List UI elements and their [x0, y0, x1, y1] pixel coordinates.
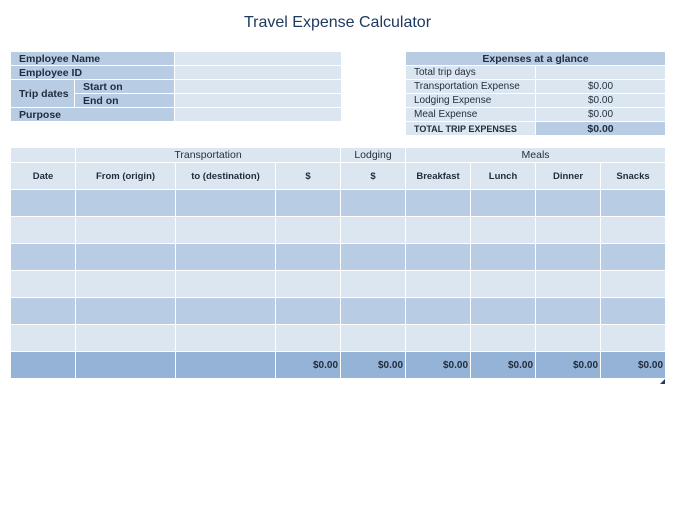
lodging-amount-cell[interactable] [341, 217, 406, 244]
transport-amount-cell[interactable] [276, 298, 341, 325]
to-cell[interactable] [176, 244, 276, 271]
lodging-amount-cell[interactable] [341, 325, 406, 352]
total-trip-expenses-value[interactable]: $0.00 [536, 122, 666, 136]
group-meals: Meals [406, 148, 666, 163]
breakfast-cell[interactable] [406, 244, 471, 271]
group-transportation: Transportation [76, 148, 341, 163]
column-header-transport-amount: $ [276, 163, 341, 190]
lodging-amount-cell[interactable] [341, 298, 406, 325]
total-to-cell [176, 352, 276, 379]
employee-id-label: Employee ID [11, 66, 175, 80]
breakfast-cell[interactable] [406, 325, 471, 352]
group-spacer [11, 148, 76, 163]
dinner-cell[interactable] [536, 298, 601, 325]
total-transport-amount: $0.00 [276, 352, 341, 379]
lunch-cell[interactable] [471, 217, 536, 244]
date-cell[interactable] [11, 190, 76, 217]
glance-label: Transportation Expense [406, 80, 536, 94]
from-cell[interactable] [76, 217, 176, 244]
breakfast-cell[interactable] [406, 298, 471, 325]
from-cell[interactable] [76, 190, 176, 217]
page-title: Travel Expense Calculator [243, 14, 432, 31]
dinner-cell[interactable] [536, 190, 601, 217]
to-cell[interactable] [176, 298, 276, 325]
start-on-field[interactable] [175, 80, 342, 94]
trip-dates-label: Trip dates [11, 80, 75, 108]
from-cell[interactable] [76, 298, 176, 325]
lunch-cell[interactable] [471, 325, 536, 352]
table-row [11, 271, 666, 298]
glance-label: Lodging Expense [406, 94, 536, 108]
employee-info-table [10, 51, 342, 122]
snacks-cell[interactable] [601, 190, 666, 217]
transport-amount-cell[interactable] [276, 244, 341, 271]
total-snacks-amount: $0.00 [601, 352, 666, 379]
date-cell[interactable] [11, 325, 76, 352]
transport-amount-cell[interactable] [276, 217, 341, 244]
resize-handle-icon[interactable] [660, 379, 665, 384]
snacks-cell[interactable] [601, 244, 666, 271]
start-on-label: Start on [75, 80, 175, 94]
date-cell[interactable] [11, 298, 76, 325]
glance-header: Expenses at a glance [406, 52, 666, 66]
column-header-lodging-amount: $ [341, 163, 406, 190]
to-cell[interactable] [176, 217, 276, 244]
column-header-from: From (origin) [76, 163, 176, 190]
breakfast-cell[interactable] [406, 217, 471, 244]
glance-value[interactable]: $0.00 [536, 80, 666, 94]
dinner-cell[interactable] [536, 271, 601, 298]
column-header-dinner: Dinner [536, 163, 601, 190]
column-header-date: Date [11, 163, 76, 190]
from-cell[interactable] [76, 244, 176, 271]
end-on-label: End on [75, 94, 175, 108]
date-cell[interactable] [11, 244, 76, 271]
purpose-label: Purpose [11, 108, 175, 122]
total-from-cell [76, 352, 176, 379]
glance-label: Meal Expense [406, 108, 536, 122]
column-header-lunch: Lunch [471, 163, 536, 190]
expense-grid [10, 147, 666, 379]
purpose-field[interactable] [175, 108, 342, 122]
employee-name-field[interactable] [175, 52, 342, 66]
glance-value[interactable] [536, 66, 666, 80]
to-cell[interactable] [176, 190, 276, 217]
lodging-amount-cell[interactable] [341, 271, 406, 298]
total-breakfast-amount: $0.00 [406, 352, 471, 379]
table-row [11, 325, 666, 352]
lunch-cell[interactable] [471, 244, 536, 271]
dinner-cell[interactable] [536, 244, 601, 271]
column-header-breakfast: Breakfast [406, 163, 471, 190]
glance-label: Total trip days [406, 66, 536, 80]
snacks-cell[interactable] [601, 325, 666, 352]
snacks-cell[interactable] [601, 271, 666, 298]
lunch-cell[interactable] [471, 271, 536, 298]
table-row [11, 217, 666, 244]
transport-amount-cell[interactable] [276, 271, 341, 298]
dinner-cell[interactable] [536, 217, 601, 244]
lunch-cell[interactable] [471, 298, 536, 325]
total-date-cell [11, 352, 76, 379]
glance-value[interactable]: $0.00 [536, 94, 666, 108]
total-dinner-amount: $0.00 [536, 352, 601, 379]
date-cell[interactable] [11, 217, 76, 244]
breakfast-cell[interactable] [406, 271, 471, 298]
column-header-to: to (destination) [176, 163, 276, 190]
from-cell[interactable] [76, 271, 176, 298]
transport-amount-cell[interactable] [276, 190, 341, 217]
snacks-cell[interactable] [601, 298, 666, 325]
end-on-field[interactable] [175, 94, 342, 108]
date-cell[interactable] [11, 271, 76, 298]
totals-row [11, 352, 666, 379]
from-cell[interactable] [76, 325, 176, 352]
lunch-cell[interactable] [471, 190, 536, 217]
employee-name-label: Employee Name [11, 52, 175, 66]
table-row [11, 244, 666, 271]
to-cell[interactable] [176, 325, 276, 352]
dinner-cell[interactable] [536, 325, 601, 352]
employee-id-field[interactable] [175, 66, 342, 80]
transport-amount-cell[interactable] [276, 325, 341, 352]
lodging-amount-cell[interactable] [341, 244, 406, 271]
snacks-cell[interactable] [601, 217, 666, 244]
breakfast-cell[interactable] [406, 190, 471, 217]
total-trip-expenses-label: TOTAL TRIP EXPENSES [406, 122, 536, 136]
glance-value[interactable]: $0.00 [536, 108, 666, 122]
column-header-snacks: Snacks [601, 163, 666, 190]
lodging-amount-cell[interactable] [341, 190, 406, 217]
expenses-glance-table [405, 51, 666, 136]
table-row [11, 190, 666, 217]
table-row [11, 298, 666, 325]
group-lodging: Lodging [341, 148, 406, 163]
to-cell[interactable] [176, 271, 276, 298]
total-lodging-amount: $0.00 [341, 352, 406, 379]
total-lunch-amount: $0.00 [471, 352, 536, 379]
